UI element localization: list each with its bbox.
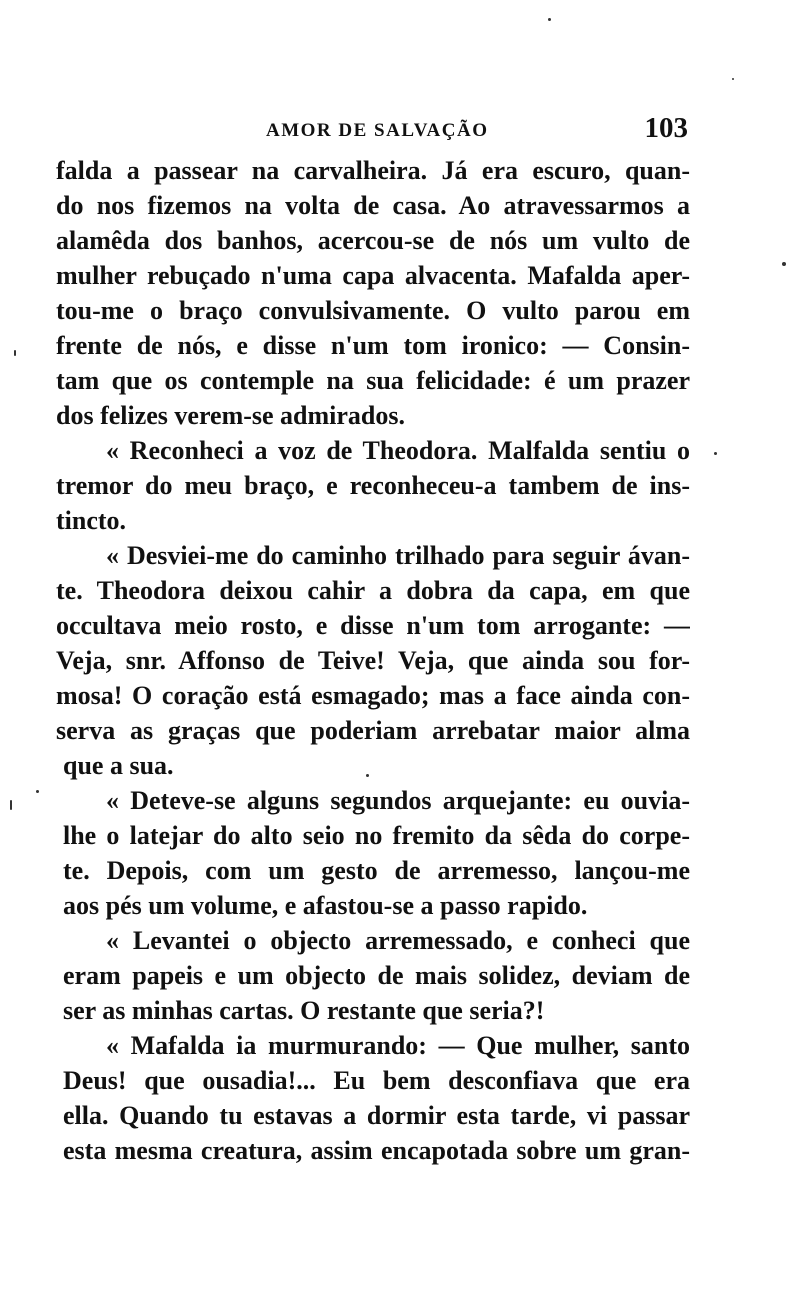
page-number: 103 xyxy=(644,112,688,144)
text-line: tam que os contemple na sua felicidade: é um prazer xyxy=(56,366,690,395)
paragraph-start-line: « Desviei-me do caminho trilhado para seguir ávan- xyxy=(106,541,690,570)
text-line: te. Theodora deixou cahir a dobra da capa, em que xyxy=(56,576,690,605)
text-line: ella. Quando tu estavas a dormir esta tarde, vi passar xyxy=(63,1101,690,1130)
text-line: te. Depois, com um gesto de arremesso, lançou-me xyxy=(63,856,690,885)
paragraph-start-line: « Deteve-se alguns segundos arquejante: eu ouvia- xyxy=(106,786,690,815)
running-title: AMOR DE SALVAÇÃO xyxy=(266,120,489,141)
scan-speck xyxy=(782,262,786,266)
scan-speck xyxy=(548,18,551,21)
text-line: serva as graças que poderiam arrebatar maior alma xyxy=(56,716,690,745)
text-line: falda a passear na carvalheira. Já era escuro, quan- xyxy=(56,156,690,185)
text-line: frente de nós, e disse n'um tom ironico: — Consin- xyxy=(56,331,690,360)
text-line: ser as minhas cartas. O restante que seria?! xyxy=(63,996,545,1025)
paragraph-start-line: « Reconheci a voz de Theodora. Malfalda sentiu o xyxy=(106,436,690,465)
paragraph-start-line: « Levantei o objecto arremessado, e conheci que xyxy=(106,926,690,955)
text-line: Veja, snr. Affonso de Teive! Veja, que ainda sou for- xyxy=(56,646,690,675)
text-line: esta mesma creatura, assim encapotada sobre um gran- xyxy=(63,1136,690,1165)
text-line: lhe o latejar do alto seio no fremito da sêda do corpe- xyxy=(63,821,690,850)
scan-speck xyxy=(714,452,717,455)
scan-speck xyxy=(10,800,12,810)
text-line: eram papeis e um objecto de mais solidez, deviam de xyxy=(63,961,690,990)
scan-speck xyxy=(732,78,734,80)
text-line: mulher rebuçado n'uma capa alvacenta. Mafalda aper- xyxy=(56,261,690,290)
text-line: aos pés um volume, e afastou-se a passo rapido. xyxy=(63,891,588,920)
text-line: Deus! que ousadia!... Eu bem desconfiava que era xyxy=(63,1066,690,1095)
scan-speck xyxy=(366,774,369,777)
body-text xyxy=(56,153,690,1168)
scan-speck xyxy=(36,790,39,793)
text-line: alamêda dos banhos, acercou-se de nós um vulto de xyxy=(56,226,690,255)
paragraph-start-line: « Mafalda ia murmurando: — Que mulher, santo xyxy=(106,1031,690,1060)
text-line: tremor do meu braço, e reconheceu-a tambem de ins- xyxy=(56,471,690,500)
page-header xyxy=(56,112,690,152)
text-line: dos felizes verem-se admirados. xyxy=(56,401,406,430)
text-line: do nos fizemos na volta de casa. Ao atravessarmos a xyxy=(56,191,690,220)
text-line: tou-me o braço convulsivamente. O vulto parou em xyxy=(56,296,690,325)
text-line: que a sua. xyxy=(63,751,174,780)
scan-speck xyxy=(14,350,16,356)
text-line: tincto. xyxy=(56,506,127,535)
text-line: mosa! O coração está esmagado; mas a face ainda con- xyxy=(56,681,690,710)
text-line: occultava meio rosto, e disse n'um tom arrogante: — xyxy=(56,611,690,640)
